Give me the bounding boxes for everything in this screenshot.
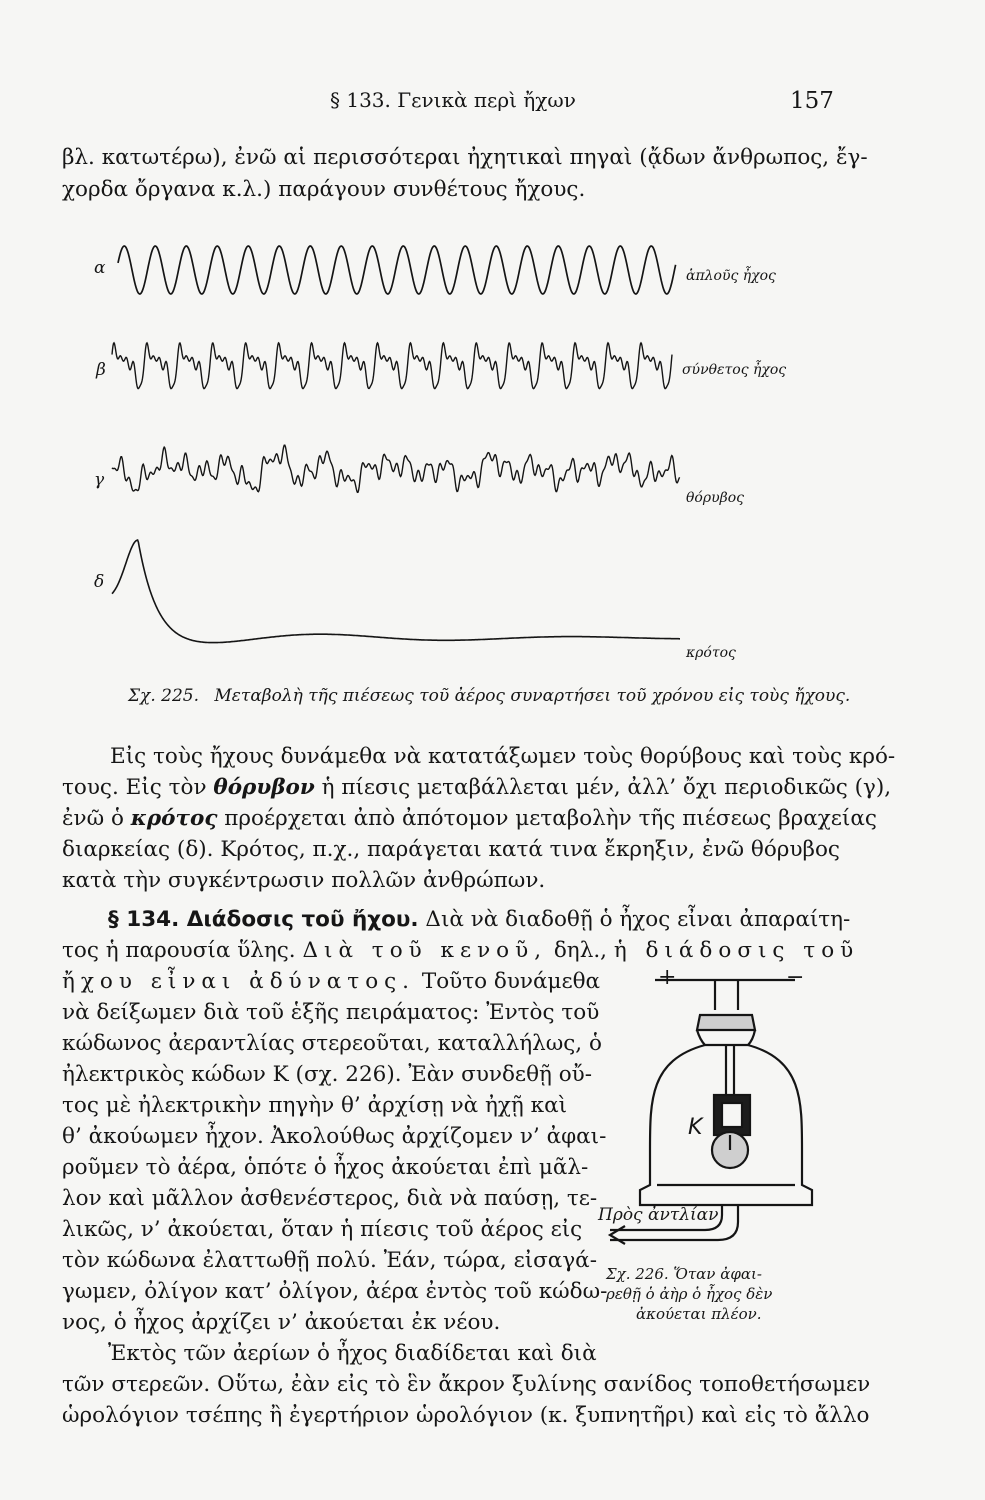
row-label: θόρυβος	[686, 490, 744, 506]
text-line: χορδα ὄργανα κ.λ.) παράγουν συνθέτους ἤχους.	[62, 177, 586, 202]
row-letter: β	[96, 360, 106, 380]
text-line: τὸν κώδωνα ἐλαττωθῇ πολύ. Ἐάν, τώρα, εἰσαγά-	[62, 1248, 597, 1273]
text-line: Ἐκτὸς τῶν ἀερίων ὁ ἦχος διαδίδεται καὶ διὰ	[108, 1341, 597, 1366]
text-line: ἤχου εἶναι ἀδύνατος. Τοῦτο δυνάμεθα	[62, 969, 601, 994]
section-heading: § 134. Διάδοσις τοῦ ἤχου.	[108, 907, 419, 932]
text-line: τῶν στερεῶν. Οὕτω, ἐὰν εἰς τὸ ἓν ἄκρον ξυλίνης σανίδος τοποθετήσωμεν	[62, 1372, 871, 1397]
minus-terminal: −	[786, 965, 805, 990]
text-line: τους. Εἰς τὸν θόρυβον ἡ πίεσις μεταβάλλεται μέν, ἀλλ’ ὄχι περιοδικῶς (γ),	[62, 775, 892, 800]
text-line: θ’ ἀκούωμεν ἦχον. Ἀκολούθως ἀρχίζομεν ν’ ἀφαι-	[62, 1124, 607, 1149]
text-line: τος ἡ παρουσία ὕλης. Διὰ τοῦ κενοῦ, δηλ., ἡ διάδοσις τοῦ	[62, 938, 860, 963]
page-number: 157	[790, 88, 834, 114]
text-line: ροῦμεν τὸ ἀέρα, ὁπότε ὁ ἦχος ἀκούεται ἐπὶ μᾶλ-	[62, 1155, 589, 1180]
text-line: βλ. κατωτέρω), ἐνῶ αἱ περισσότεραι ἠχητικαὶ πηγαὶ (ᾄδων ἄνθρωπος, ἔγ-	[62, 145, 868, 170]
figure-226-caption-l1: Σχ. 226. Ὅταν ἀφαι-	[606, 1265, 762, 1283]
row-letter: γ	[94, 470, 105, 490]
text-line: ὡρολόγιον τσέπης ἢ ἐγερτήριον ὡρολόγιον (κ. ξυπνητῆρι) καὶ εἰς τὸ ἄλλο	[62, 1403, 870, 1428]
term-crack: κρότος	[130, 806, 218, 831]
section-134-first-line: § 134. Διάδοσις τοῦ ἤχου. Διὰ νὰ διαδοθῇ ὁ ἦχος εἶναι ἀπαραίτη-	[108, 907, 851, 932]
text-line: νος, ὁ ἦχος ἀρχίζει ν’ ἀκούεται ἐκ νέου.	[62, 1310, 501, 1335]
term-noise: θόρυβον	[213, 775, 315, 800]
figure-226-caption-l2: ρεθῇ ὁ ἀὴρ ὁ ἦχος δὲν	[606, 1285, 773, 1303]
text-line: τος μὲ ἠλεκτρικὴν πηγὴν θ’ ἀρχίσῃ νὰ ἠχῇ καὶ	[62, 1093, 568, 1118]
text-line: λον καὶ μᾶλλον ἀσθενέστερος, διὰ νὰ παύσῃ, τε-	[62, 1186, 598, 1211]
running-header: § 133. Γενικὰ περὶ ἤχων	[330, 88, 576, 112]
text-line: κώδωνος ἀεραντλίας στερεοῦται, καταλλήλως, ὁ	[62, 1031, 602, 1056]
bell-label: K	[688, 1115, 703, 1140]
caption-number: Σχ. 225.	[128, 686, 199, 706]
text-line: λικῶς, ν’ ἀκούεται, ὅταν ἡ πίεσις τοῦ ἀέρος εἰς	[62, 1217, 583, 1242]
text-line: ἐνῶ ὁ κρότος προέρχεται ἀπὸ ἀπότομον μεταβολὴν τῆς πιέσεως βραχείας	[62, 806, 877, 831]
pump-label: Πρὸς ἀντλίαν	[598, 1205, 719, 1225]
row-label: κρότος	[686, 645, 736, 661]
row-label: σύνθετος ἦχος	[682, 362, 787, 378]
figure-226-caption-l3: ἀκούεται πλέον.	[636, 1305, 762, 1323]
text-line: γωμεν, ὀλίγον κατ’ ὀλίγον, ἀέρα ἐντὸς τοῦ κώδω-	[62, 1279, 608, 1304]
text-line: νὰ δείξωμεν διὰ τοῦ ἑξῆς πειράματος: Ἐντὸς τοῦ	[62, 1000, 600, 1025]
plus-terminal: +	[658, 965, 677, 990]
text-line: ἠλεκτρικὸς κώδων K (σχ. 226). Ἐὰν συνδεθῇ οὔ-	[62, 1062, 593, 1087]
caption-text: Μεταβολὴ τῆς πιέσεως τοῦ ἀέρος συναρτήσει τοῦ χρόνου εἰς τοὺς ἤχους.	[214, 686, 851, 706]
text-line: διαρκείας (δ). Κρότος, π.χ., παράγεται κατά τινα ἔκρηξιν, ἐνῶ θόρυβος	[62, 837, 840, 862]
row-label: ἁπλοῦς ἦχος	[686, 268, 776, 284]
row-letter: δ	[94, 572, 105, 592]
text-line: Εἰς τοὺς ἤχους δυνάμεθα νὰ κατατάξωμεν τοὺς θορύβους καὶ τοὺς κρό-	[110, 744, 896, 769]
text-line: κατὰ τὴν συγκέντρωσιν πολλῶν ἀνθρώπων.	[62, 868, 546, 893]
row-letter: α	[94, 258, 106, 278]
